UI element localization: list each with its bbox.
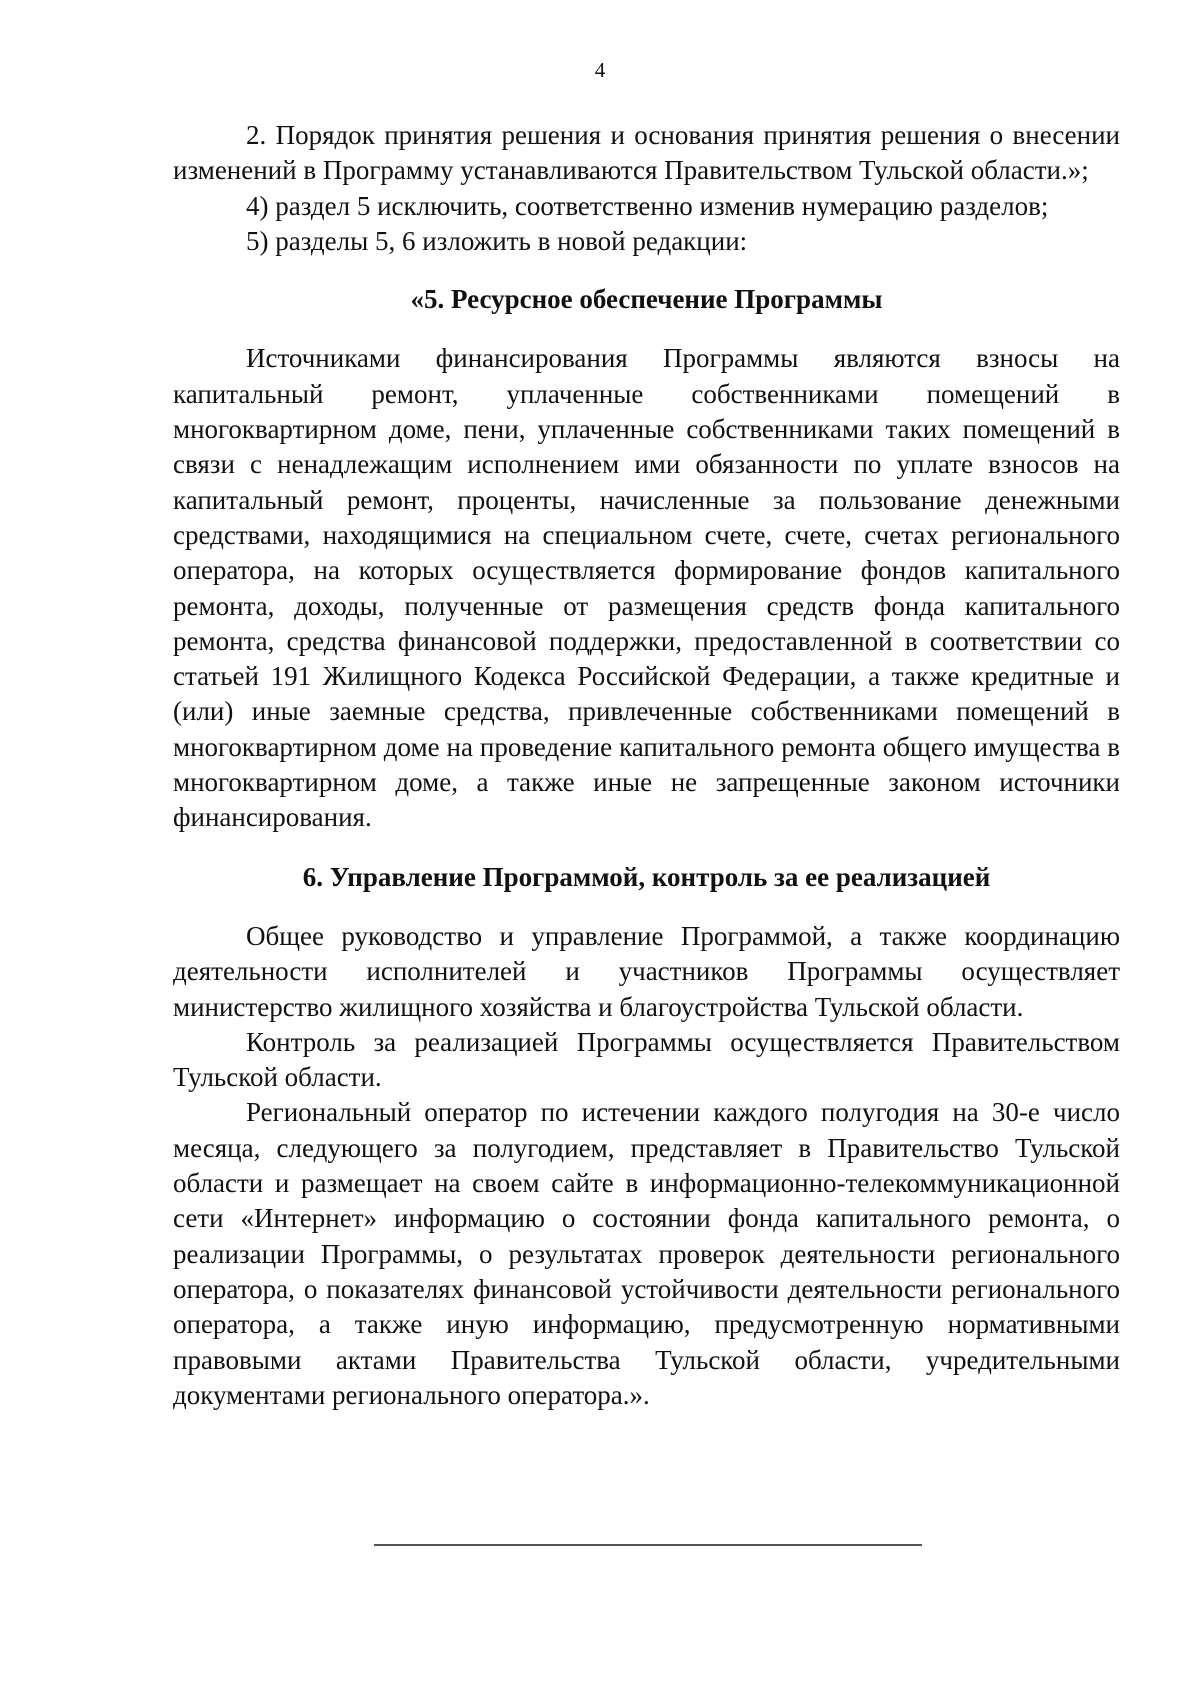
section-5-paragraph-1: Источниками финансирования Программы являются взносы на капитальный ремонт, уплаченные собственниками помещений в многоквартирном доме, пени, уплаченные собственниками таких помещений в связи с ненадлежащим исполнением ими обязанности по уплате взносов на капитальный ремонт, проценты, начисленные за пользование денежными средствами, находящимися на специальном счете, счете, счетах регионального оператора, на которых осуществляется формирование фондов капитального ремонта, доходы, полученные от размещения средств фонда капитального ремонта, средства финансовой поддержки, предоставленной в соответствии со статьей 191 Жилищного Кодекса Российской Федерации, а также кредитные и (или) иные заемные средства, привлеченные собственниками помещений в многоквартирном доме на проведение капитального ремонта общего имущества в многоквартирном доме, а также иные не запрещенные законом источники финансирования. [173, 343, 1120, 833]
section-6-paragraph-3: Региональный оператор по истечении каждого полугодия на 30-е число месяца, следующего за полугодием, представляет в Правительство Тульской области и размещает на своем сайте в информационно-телекоммуникационной сети «Интернет» информацию о состоянии фонда капитального ремонта, о реализации Программы, о результатах проверок деятельности регионального оператора, о показателях финансовой устойчивости деятельности регионального оператора, а также иную информацию, предусмотренную нормативными правовыми актами Правительства Тульской области, учредительными документами регионального оператора.». [173, 1097, 1120, 1410]
intro-paragraph-3: 5) разделы 5, 6 изложить в новой редакции: [246, 225, 748, 256]
intro-paragraph-1: 2. Порядок принятия решения и основания принятия решения о внесении изменений в Программу устанавливаются Правительством Тульской области.»; [173, 120, 1120, 186]
end-of-document-rule [374, 1544, 922, 1546]
section-5-heading: «5. Ресурсное обеспечение Программы [410, 284, 883, 315]
intro-paragraph-2: 4) раздел 5 исключить, соответственно изменив нумерацию разделов; [246, 190, 1049, 221]
document-body [173, 118, 1120, 1413]
section-6-paragraph-2: Контроль за реализацией Программы осуществляется Правительством Тульской области. [173, 1026, 1120, 1093]
page-number: 4 [594, 58, 606, 82]
section-6-heading: 6. Управление Программой, контроль за ее реализацией [302, 861, 991, 892]
section-6-paragraph-1: Общее руководство и управление Программой, а также координацию деятельности исполнителей и участников Программы осуществляет министерство жилищного хозяйства и благоустройства Тульской области. [173, 920, 1120, 1022]
